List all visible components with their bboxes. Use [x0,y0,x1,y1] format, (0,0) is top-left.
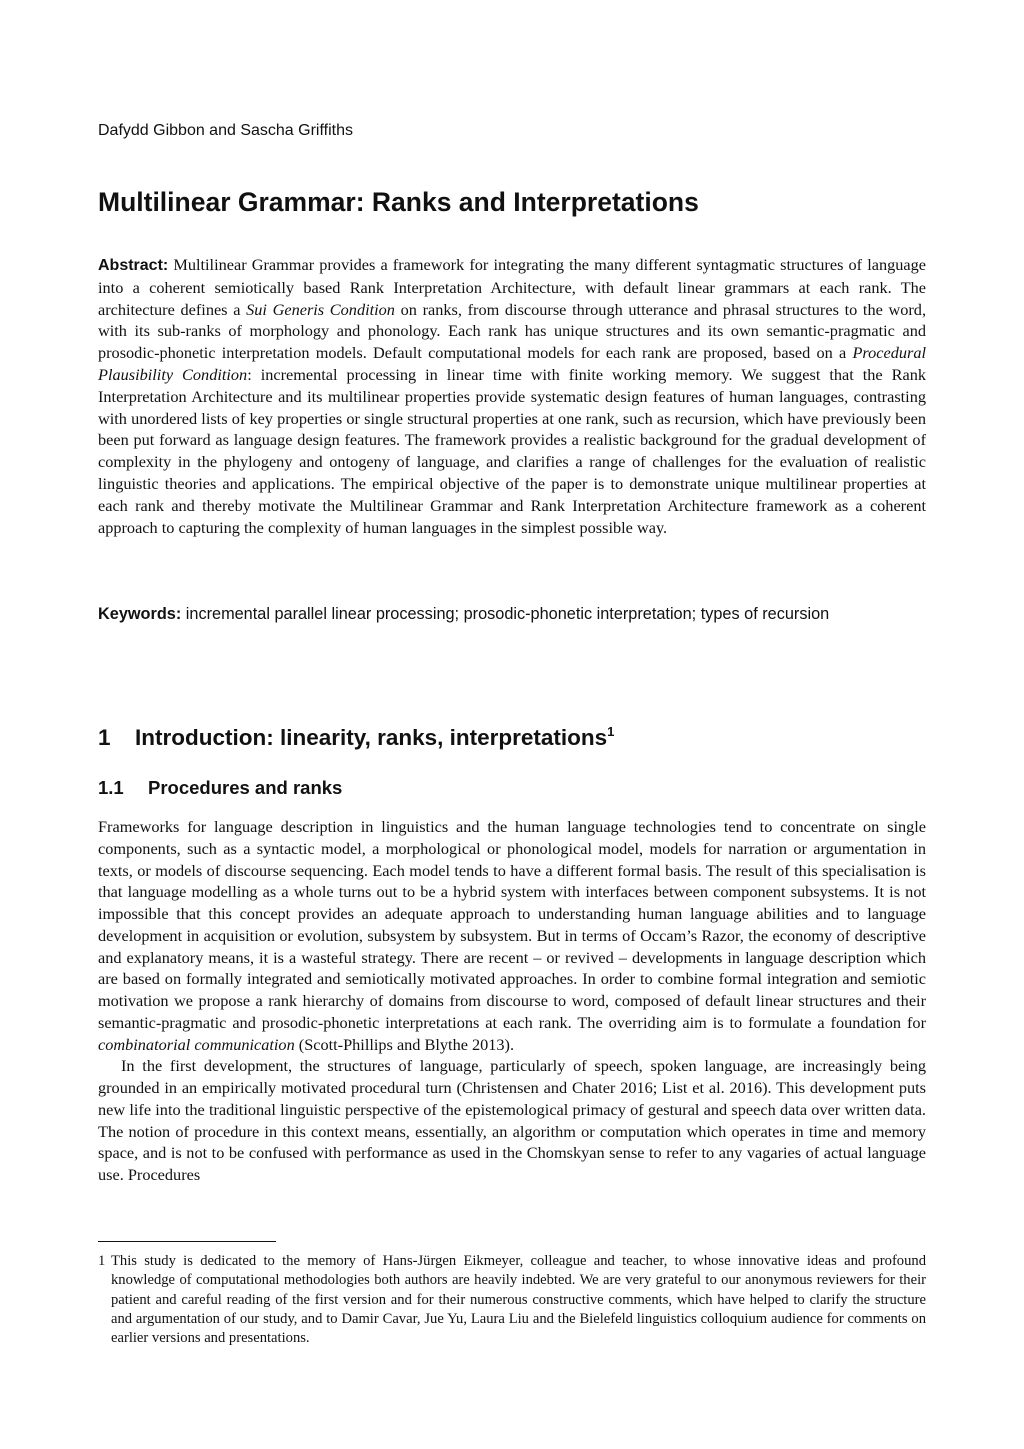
subsection-number: 1.1 [98,777,124,798]
section-title: Introduction: linearity, ranks, interpretations [135,725,608,750]
body-paragraph-1 [98,816,926,1055]
keywords [98,603,926,626]
section-number: 1 [98,725,111,750]
abstract-emphasis-procedural-plausibility: Procedural Plausibility Condition [98,343,926,384]
abstract-emphasis-sui-generis: Sui Generis Condition [246,299,395,319]
paragraph-1-text: Frameworks for language description in linguistics and the human language technologies tend to concentrate on single components, such as a syntactic model, a morphological or phonological model, models for narration or argumentation in texts, or models of discourse sequencing. Each model tends to have a different formal basis. The result of this specialisation is that language modelling as a whole turns out to be a hybrid system with interfaces between component subsystems. It is not impossible that this concept provides an adequate approach to understanding human language abilities and to language development in acquisition or evolution, subsystem by subsystem. But in terms of Occam’s Razor, the economy of descriptive and explanatory means, it is a wasteful strategy. There are recent – or revived – developments in language description which are based on formally integrated and semiotically motivated approaches. In order to combine formal integration and semiotic motivation we propose a rank hierarchy of domains from discourse to word, composed of default linear structures and their semantic-pragmatic and prosodic-phonetic interpretations at each rank. The overriding aim is to formulate a foundation for [98,817,926,1032]
footnote-reference[interactable]: 1 [607,724,615,739]
footnote [98,1252,926,1348]
abstract-label: Abstract: [98,257,169,274]
footnote-number: 1 [98,1253,106,1269]
paper-title: Multilinear Grammar: Ranks and Interpretations [98,187,699,217]
body-paragraph-2: In the first development, the structures of language, particularly of speech, spoken language, are increasingly being grounded in an empirically motivated procedural turn (Christensen and Chater 2016; List et al. 2016). This development puts new life into the traditional linguistic perspective of the epistemological primacy of gestural and speech data over written data. The notion of procedure in this context means, essentially, an algorithm or computation which operates in time and memory space, and is not to be confused with performance as used in the Chomskyan sense to refer to any vagaries of actual language use. Procedures [98,1056,926,1184]
keywords-text: incremental parallel linear processing; prosodic-phonetic interpretation; types of recursion [181,605,830,623]
abstract [98,254,926,538]
abstract-text-part2: on ranks, from discourse through utterance and phrasal structures to the word, with its sub-ranks of morphology and phonology. Each rank has unique structures and its own semantic-pragmatic and prosodic-phonetic interpretation models. Default computational models for each rank are proposed, based on a [98,299,927,363]
subsection-title: Procedures and ranks [148,777,343,798]
footnote-separator [98,1241,276,1242]
abstract-text-part3: : incremental processing in linear time with finite working memory. We suggest that the Rank Interpretation Architecture and its multilinear properties provide systematic design features of human languages, contrasting with unordered lists of key properties or single structural properties at one rank, such as recursion, which have previously been been put forward as language design features. The framework provides a realistic background for the gradual development of complexity in the phylogeny and ontogeny of language, and clarifies a range of challenges for the evaluation of realistic linguistic theories and applications. The empirical objective of the paper is to demonstrate unique multilinear properties at each rank and thereby motivate the Multilinear Grammar and Rank Interpretation Architecture framework as a coherent approach to capturing the complexity of human languages in the simplest possible way. [98,364,927,537]
paragraph-1-emphasis: combinatorial communication [98,1034,295,1054]
section-heading-introduction [98,722,926,754]
footnote-text: This study is dedicated to the memory of Hans-Jürgen Eikmeyer, colleague and teacher, to whose innovative ideas and profound knowledge of computational methodologies both authors are heavily indebted. We are very grateful to our anonymous reviewers for their patient and careful reading of the first version and for their numerous constructive comments, which have helped to clarify the structure and argumentation of our study, and to Damir Cavar, Jue Yu, Laura Liu and the Bielefeld linguistics colloquium audience for comments on earlier versions and presentations. [111,1253,926,1347]
body-text [98,816,926,1186]
paragraph-1-citation: (Scott-Phillips and Blythe 2013). [294,1034,515,1054]
abstract-text-part1: Multilinear Grammar provides a framework for integrating the many different syntagmatic structures of language into a coherent semiotically based Rank Interpretation Architecture, with default linear grammars at each rank. The architecture defines a [98,255,926,319]
keywords-label: Keywords: [98,605,182,623]
author-line: Dafydd Gibbon and Sascha Griffiths [98,122,353,139]
subsection-heading-procedures [98,775,342,801]
